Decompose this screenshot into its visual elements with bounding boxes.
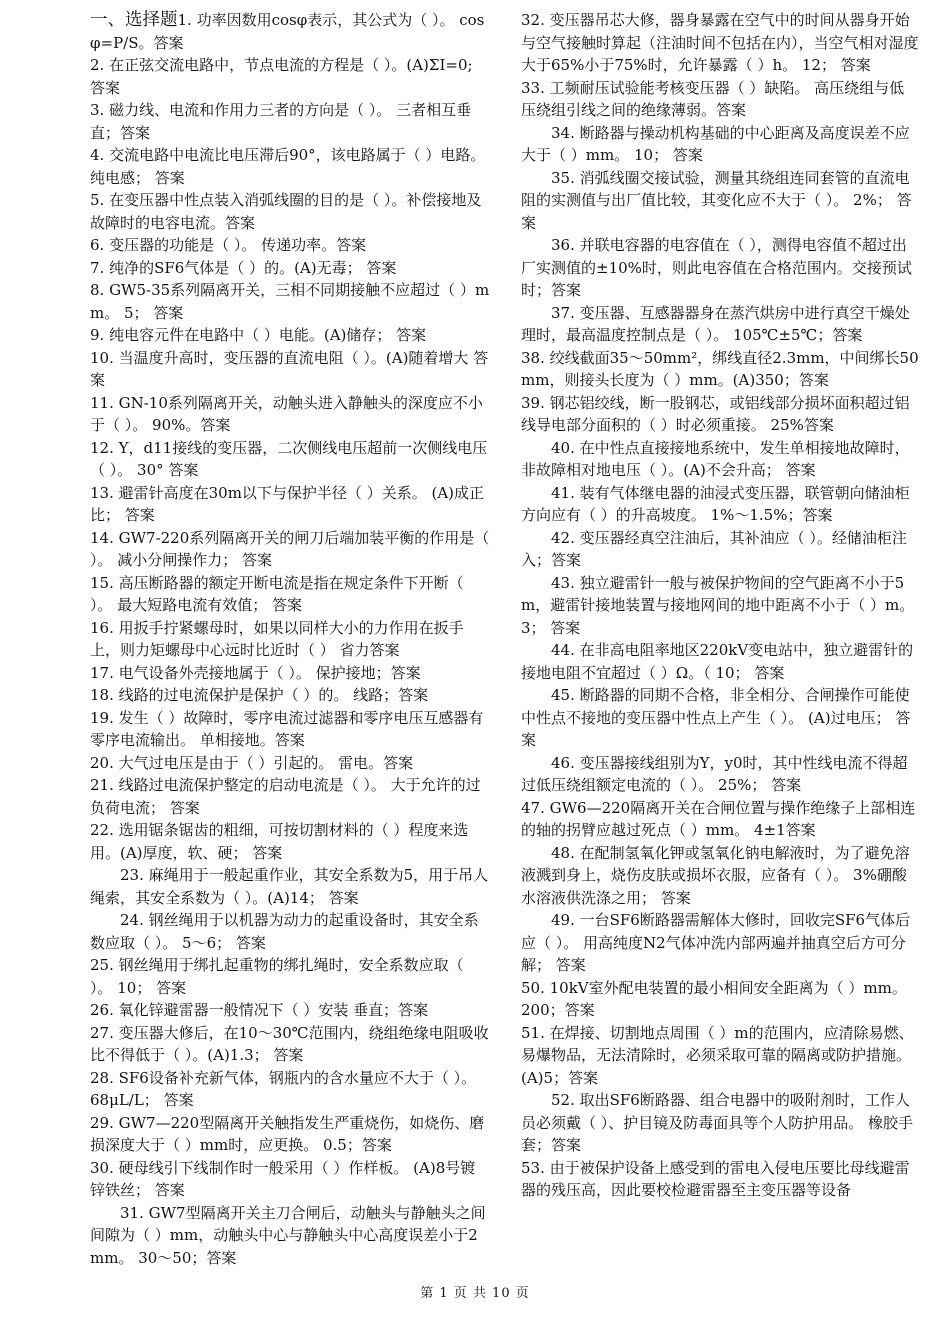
question-32: 32. 变压器吊芯大修，器身暴露在空气中的时间从器身开始与空气接触时算起（注油时间不包括在内），当空气相对湿度大于65%小于75%时，允许暴露（ ）h。 12； 答案 — [521, 11, 919, 74]
question-8: 8. GW5-35系列隔离开关，三相不同期接触不应超过（ ）mm。 5； 答案 — [90, 281, 490, 322]
question-23: 23. 麻绳用于一般起重作业，其安全系数为5，用于吊人绳索，其安全系数为（ ）。(A)14； 答案 — [90, 866, 489, 907]
question-37: 37. 变压器、互感器器身在蒸汽烘房中进行真空干燥处理时，最高温度控制点是（ ）。 105℃±5℃；答案 — [521, 303, 910, 344]
question-10: 10. 当温度升高时，变压器的直流电阻（ ）。(A)随着增大 答案 — [90, 348, 489, 389]
question-12: 12. Y，d11接线的变压器，二次侧线电压超前一次侧线电压（ ）。 30° 答案 — [90, 438, 488, 479]
question-46: 46. 变压器接线组别为Y，y0时，其中性线电流不得超过低压绕组额定电流的（ ）。 25%； 答案 — [521, 753, 908, 794]
question-13: 13. 避雷针高度在30m以下与保护半径（ ）关系。 (A)成正比； 答案 — [90, 483, 485, 524]
left-column — [90, 9, 490, 1269]
question-38: 38. 绞线截面35～50mm²，绑线直径2.3mm，中间绑长50mm，则接头长度为（ ）mm。(A)350；答案 — [521, 348, 919, 389]
question-42: 42. 变压器经真空注油后，其补油应（ ）。经储油柜注入；答案 — [521, 528, 907, 569]
question-41: 41. 装有气体继电器的油浸式变压器，联管朝向储油柜方向应有（ ）的升高坡度。 1%～1.5%；答案 — [521, 483, 910, 524]
question-52: 52. 取出SF6断路器、组合电器中的吸附剂时，工作人员必须戴（ ）、护目镜及防毒面具等个人防护用品。 橡胶手套；答案 — [521, 1091, 914, 1154]
question-14: 14. GW7-220系列隔离开关的闸刀后端加装平衡的作用是（ ）。 减小分闸操作力； 答案 — [90, 528, 490, 569]
question-11: 11. GN-10系列隔离开关，动触头进入静触头的深度应不小于（ ）。 90%。答案 — [90, 393, 483, 434]
question-35: 35. 消弧线圈交接试验，测量其绕组连同套管的直流电阻的实测值与出厂值比较，其变化应不大于（ ）。 2%； 答案 — [521, 168, 912, 232]
question-53: 53. 由于被保护设备上感受到的雷电入侵电压要比母线避雷器的残压高，因此要校检避雷器至主变压器等设备 — [521, 1158, 910, 1199]
question-29: 29. GW7—220型隔离开关触指发生严重烧伤，如烧伤、磨损深度大于（ ）mm时，应更换。 0.5；答案 — [90, 1113, 485, 1154]
question-5: 5. 在变压器中性点装入消弧线圈的目的是（ ）。补偿接地及故障时的电容电流。答案 — [90, 191, 482, 232]
question-1 — [90, 9, 490, 54]
question-51: 51. 在焊接、切割地点周围（ ）m的范围内，应清除易燃、易爆物品，无法清除时，必须采取可靠的隔离或防护措施。(A)5；答案 — [521, 1023, 914, 1087]
question-31: 31. GW7型隔离开关主刀合闸后，动触头与静触头之间间隙为（ ）mm，动触头中心与静触头中心高度误差小于2mm。 30～50；答案 — [90, 1203, 486, 1267]
question-15: 15. 高压断路器的额定开断电流是指在规定条件下开断（ ）。 最大短路电流有效值； 答案 — [90, 573, 464, 614]
question-50: 50. 10kV室外配电装置的最小相间安全距离为（ ）mm。 200；答案 — [521, 978, 907, 1019]
question-4: 4. 交流电路中电流比电压滞后90°，该电路属于（ ）电路。 纯电感； 答案 — [90, 146, 486, 187]
question-2: 2. 在正弦交流电路中，节点电流的方程是（ ）。(A)ΣI=0; 答案 — [90, 56, 473, 97]
question-27: 27. 变压器大修后，在10～30℃范围内，绕组绝缘电阻吸收比不得低于（ ）。(A)1.3； 答案 — [90, 1023, 489, 1064]
question-30: 30. 硬母线引下线制作时一般采用（ ）作样板。 (A)8号镀锌铁丝； 答案 — [90, 1158, 476, 1199]
question-47: 47. GW6—220隔离开关在合闸位置与操作绝缘子上部相连的轴的拐臂应越过死点（ ）mm。 4±1答案 — [521, 798, 916, 839]
question-9: 9. 纯电容元件在电路中（ ）电能。(A)储存； 答案 — [90, 326, 427, 344]
question-18: 18. 线路的过电流保护是保护（ ）的。 线路；答案 — [90, 686, 429, 704]
question-28: 28. SF6设备补充新气体，钢瓶内的含水量应不大于（ ）。 68μL/L； 答案 — [90, 1068, 477, 1109]
question-22: 22. 选用锯条锯齿的粗细，可按切割材料的（ ）程度来选用。(A)厚度，软、硬； 答案 — [90, 821, 469, 862]
question-43: 43. 独立避雷针一般与被保护物间的空气距离不小于5m，避雷针接地装置与接地网间的地中距离不小于（ ）m。 3； 答案 — [521, 573, 915, 637]
question-16: 16. 用扳手拧紧螺母时，如果以同样大小的力作用在扳手上，则力矩螺母中心远时比近时（ ） 省力答案 — [90, 618, 464, 659]
question-6: 6. 变压器的功能是（ ）。 传递功率。答案 — [90, 236, 367, 254]
question-49: 49. 一台SF6断路器需解体大修时，回收完SF6气体后应（ ）。 用高纯度N2气体冲洗内部两遍并抽真空后方可分解； 答案 — [521, 911, 911, 974]
question-19: 19. 发生（ ）故障时，零序电流过滤器和零序电压互感器有零序电流输出。 单相接地。答案 — [90, 708, 484, 749]
question-44: 44. 在非高电阻率地区220kV变电站中，独立避雷针的接地电阻不宜超过（ ）Ω。（ 10； 答案 — [521, 641, 914, 682]
question-34: 34. 断路器与操动机构基础的中心距离及高度误差不应大于（ ）mm。 10； 答案 — [521, 123, 910, 164]
question-45: 45. 断路器的同期不合格，非全相分、合闸操作可能使中性点不接地的变压器中性点上产生（ ）。 (A)过电压； 答案 — [521, 686, 911, 749]
question-33: 33. 工频耐压试验能考核变压器（ ）缺陷。 高压绕组与低压绕组引线之间的绝缘薄弱。答案 — [521, 78, 905, 119]
page-footer: 第 1 页 共 10 页 — [420, 1286, 530, 1301]
section-title: 一、选择题 — [90, 10, 178, 30]
question-3: 3. 磁力线、电流和作用力三者的方向是（ ）。 三者相互垂直；答案 — [90, 101, 472, 142]
question-21: 21. 线路过电流保护整定的启动电流是（ ）。 大于允许的过负荷电流； 答案 — [90, 776, 481, 817]
question-48: 48. 在配制氢氧化钾或氢氧化钠电解液时，为了避免溶液溅到身上，烧伤皮肤或损坏衣服，应备有（ ）。 3%硼酸水溶液供洗涤之用； 答案 — [521, 843, 910, 907]
question-text: 1. 功率因数用cosφ表示，其公式为（ ）。 cosφ=P/S。答案 — [90, 11, 485, 52]
question-36: 36. 并联电容器的电容值在（ ），测得电容值不超过出厂实测值的±10%时，则此电容值在合格范围内。交接预试时；答案 — [521, 236, 912, 299]
question-39: 39. 钢芯铝绞线，断一股钢芯，或铝线部分损坏面积超过铝线导电部分面积的（ ）时必须重接。 25%答案 — [521, 393, 910, 434]
question-7: 7. 纯净的SF6气体是（ ）的。(A)无毒； 答案 — [90, 258, 397, 277]
question-26: 26. 氧化锌避雷器一般情况下（ ）安装 垂直；答案 — [90, 1001, 429, 1019]
question-25: 25. 钢丝绳用于绑扎起重物的绑扎绳时，安全系数应取（ ）。 10； 答案 — [90, 956, 464, 997]
question-24: 24. 钢丝绳用于以机器为动力的起重设备时，其安全系数应取（ ）。 5～6； 答案 — [90, 911, 479, 952]
question-17: 17. 电气设备外壳接地属于（ ）。 保护接地；答案 — [90, 663, 421, 682]
right-column — [521, 9, 919, 1202]
question-40: 40. 在中性点直接接地系统中，发生单相接地故障时，非故障相对地电压（ ）。(A)不会升高； 答案 — [521, 438, 910, 479]
question-20: 20. 大气过电压是由于（ ）引起的。 雷电。答案 — [90, 753, 414, 772]
